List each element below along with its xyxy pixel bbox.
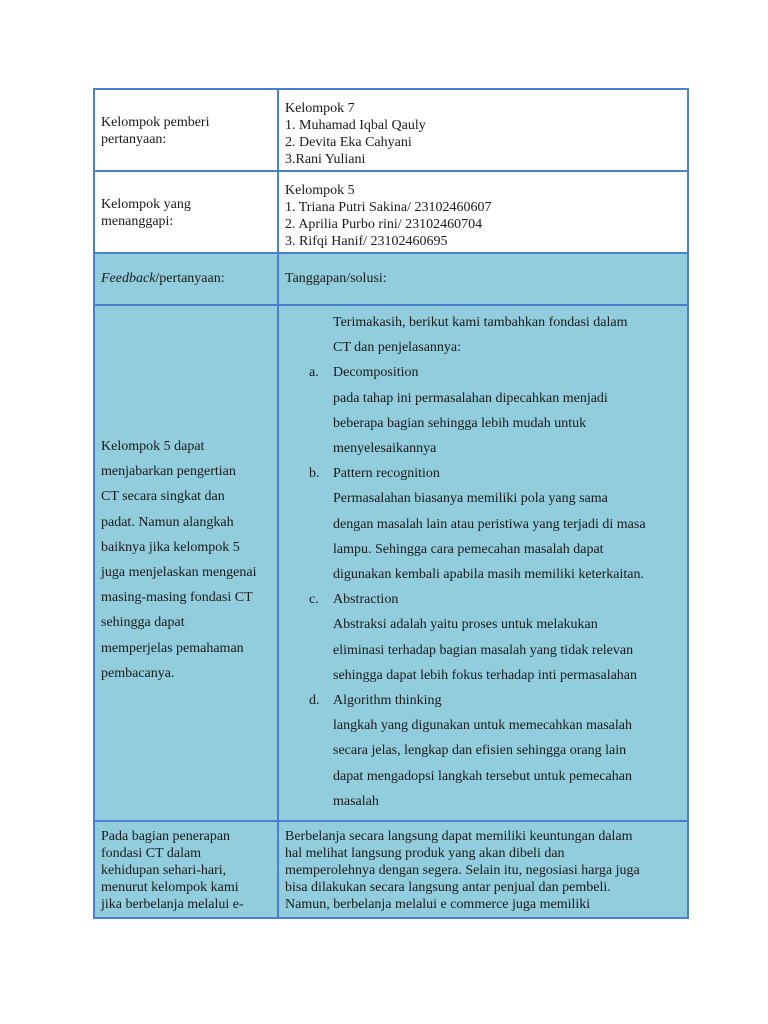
item-line: secara jelas, lengkap dan efisien sehingga orang lain <box>333 743 627 759</box>
list-marker: b. <box>309 466 320 482</box>
question-line: menjabarkan pengertian <box>101 464 236 480</box>
list-item-abstraction <box>309 587 681 688</box>
question-cell <box>94 305 278 821</box>
member-line: 3. Rifqi Hanif/ 23102460695 <box>285 234 448 249</box>
item-line: menyelesaikannya <box>333 441 437 457</box>
header-feedback-cell <box>94 253 278 305</box>
group-name: Kelompok 5 <box>285 183 355 198</box>
question-line: CT secara singkat dan <box>101 489 225 505</box>
member-line: 3.Rani Yuliani <box>285 152 366 167</box>
feedback-label-italic: Feedback <box>101 271 156 286</box>
question-line: pembacanya. <box>101 665 175 681</box>
row-responding-group <box>94 171 688 253</box>
feedback-label-rest: /pertanyaan: <box>155 271 225 286</box>
answer-cell <box>278 305 688 821</box>
answer-line: Namun, berbelanja melalui e commerce juga memiliki <box>285 897 591 912</box>
answer-line: bisa dilakukan secara langsung antar penjual dan pembeli. <box>285 880 611 895</box>
item-line: Abstraksi adalah yaitu proses untuk melakukan <box>333 617 598 633</box>
question-line: Pada bagian penerapan <box>101 829 231 844</box>
label-cell-responding-group <box>94 171 278 253</box>
answer-line: Berbelanja secara langsung dapat memiliki keuntungan dalam <box>285 829 633 844</box>
item-line: masalah <box>333 793 379 809</box>
feedback-table <box>93 88 689 919</box>
member-line: 2. Devita Eka Cahyani <box>285 135 412 150</box>
question-line: masing-masing fondasi CT <box>101 590 253 606</box>
intro-line: CT dan penjelasannya: <box>333 340 462 356</box>
header-response-cell <box>278 253 688 305</box>
list-marker: d. <box>309 693 320 709</box>
answer-line: memperolehnya dengan segera. Selain itu, negosiasi harga juga <box>285 863 640 878</box>
item-title: Algorithm thinking <box>333 693 442 709</box>
question-line: memperjelas pemahaman <box>101 640 244 656</box>
value-cell-responding-group <box>278 171 688 253</box>
question-line: Kelompok 5 dapat <box>101 439 205 454</box>
value-cell-asking-group <box>278 89 688 171</box>
item-line: langkah yang digunakan untuk memecahkan masalah <box>333 718 632 734</box>
item-line: pada tahap ini permasalahan dipecahkan menjadi <box>333 390 608 406</box>
list-item-pattern-recognition <box>309 461 681 587</box>
response-label: Tanggapan/solusi: <box>285 271 387 286</box>
row-feedback-2 <box>94 821 688 918</box>
label-line: Kelompok yang <box>101 197 191 212</box>
item-line: sehingga dapat lebih fokus terhadap inti permasalahan <box>333 667 638 683</box>
question-line: padat. Namun alangkah <box>101 514 234 530</box>
row-asking-group <box>94 89 688 171</box>
group-name: Kelompok 7 <box>285 101 355 116</box>
question-line: baiknya jika kelompok 5 <box>101 539 240 555</box>
item-line: dapat mengadopsi langkah tersebut untuk pemecahan <box>333 768 632 784</box>
item-line: dengan masalah lain atau peristiwa yang terjadi di masa <box>333 516 646 532</box>
question-line: jika berbelanja melalui e- <box>101 897 244 912</box>
answer-cell <box>278 821 688 918</box>
list-item-decomposition <box>309 360 681 461</box>
question-cell <box>94 821 278 918</box>
label-line: pertanyaan: <box>101 132 167 147</box>
item-title: Pattern recognition <box>333 466 440 482</box>
label-cell-asking-group <box>94 89 278 171</box>
row-feedback-1 <box>94 305 688 821</box>
question-line: kehidupan sehari-hari, <box>101 863 227 878</box>
row-header-feedback <box>94 253 688 305</box>
item-line: eliminasi terhadap bagian masalah yang tidak relevan <box>333 642 634 658</box>
member-line: 1. Triana Putri Sakina/ 23102460607 <box>285 200 492 215</box>
item-title: Decomposition <box>333 365 419 381</box>
label-line: menanggapi: <box>101 214 174 229</box>
member-line: 2. Aprilia Purbo rini/ 23102460704 <box>285 217 483 232</box>
member-line: 1. Muhamad Iqbal Qauly <box>285 118 426 133</box>
question-line: menurut kelompok kami <box>101 880 239 895</box>
list-marker: c. <box>309 592 319 608</box>
answer-line: hal melihat langsung produk yang akan dibeli dan <box>285 846 565 861</box>
item-line: digunakan kembali apabila masih memiliki keterkaitan. <box>333 567 645 583</box>
question-line: fondasi CT dalam <box>101 846 202 861</box>
item-line: lampu. Sehingga cara pemecahan masalah dapat <box>333 541 604 557</box>
intro-line: Terimakasih, berikut kami tambahkan fondasi dalam <box>333 315 628 330</box>
question-line: juga menjelaskan mengenai <box>101 565 257 581</box>
item-title: Abstraction <box>333 592 399 608</box>
item-line: Permasalahan biasanya memiliki pola yang sama <box>333 491 608 507</box>
list-item-algorithm-thinking <box>309 688 681 814</box>
list-marker: a. <box>309 365 319 381</box>
question-line: sehingga dapat <box>101 615 185 631</box>
label-line: Kelompok pemberi <box>101 115 210 130</box>
item-line: beberapa bagian sehingga lebih mudah untuk <box>333 415 587 431</box>
